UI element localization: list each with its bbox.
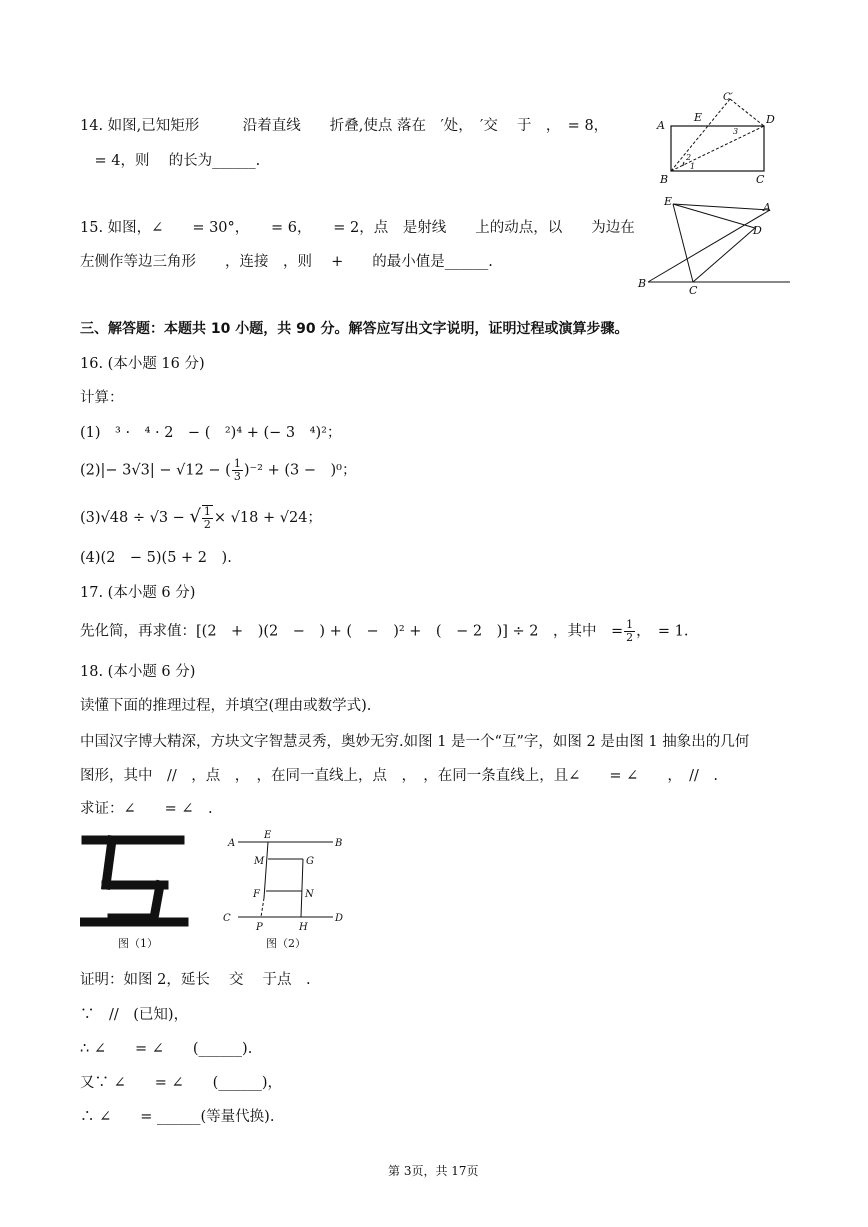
page-footer: 第 3页，共 17页 (388, 1164, 479, 1178)
label-B: B (335, 838, 343, 849)
proof-line5: ∴ ∠ = ______(等量代换). (80, 1109, 275, 1125)
label-P: P (256, 922, 263, 933)
label-G: G (306, 856, 314, 867)
q18-para2: 图形，其中 // ，点 ， ，在同一直线上，点 ， ，在同一条直线上，且∠ = ∠ ， // . (80, 768, 718, 784)
label-C: C (689, 284, 698, 296)
q16-part1: (1) ³ · ⁴ · 2 − ( ²)⁴ + (− 3 ⁴)²； (80, 425, 342, 441)
label-B: B (660, 173, 669, 186)
proof-line4: 又∵ ∠ = ∠ (______)， (80, 1075, 282, 1091)
label-E: E (694, 111, 703, 124)
q15-figure (635, 194, 795, 296)
label-A: A (228, 838, 236, 849)
label-D: D (766, 113, 775, 126)
fraction: $\frac{1}{2}$ (626, 618, 634, 644)
proof-line3: ∴ ∠ = ∠ (______). (80, 1041, 253, 1057)
q14-line1: 14. 如图,已知矩形 沿着直线 折叠,使点 落在 ′处， ′交 于 ， = 8， (80, 118, 609, 134)
label-C: C (223, 913, 231, 924)
label-M: M (254, 856, 265, 867)
label-angle-2: 2 (686, 153, 692, 162)
q16-part2: (2)|− 3√3| − √12 − ( $\frac{1}{3}$ )⁻² + (3 − )⁰； (80, 457, 357, 483)
label-H: H (299, 922, 308, 933)
q18-prove: 求证：∠ = ∠ . (80, 801, 213, 817)
q16-part4: (4)(2 − 5)(5 + 2 ). (80, 550, 232, 566)
q16-intro: 计算： (80, 390, 124, 406)
fig2-caption: 图（2） (266, 937, 306, 950)
label-B: B (638, 277, 647, 290)
q18-figure2 (220, 826, 350, 936)
q17-text: 先化简，再求值：[(2 + )(2 − ) + ( − )² + ( − 2 )] ÷ 2 ，其中 = $\frac{1}{2}$ ， = 1. (80, 618, 689, 644)
label-N: N (305, 889, 314, 900)
proof-line1: 证明：如图 2，延长 交 于点 . (80, 972, 311, 988)
q18-para1: 中国汉字博大精深，方块文字智慧灵秀，奥妙无穷.如图 1 是一个“互”字，如图 2 是由图 1 抽象出的几何 (80, 734, 750, 750)
q14-line2: = 4，则 的长为______. (80, 153, 261, 169)
label-angle-3: 3 (733, 127, 739, 136)
label-C: C (756, 173, 765, 186)
q18-heading: 18. (本小题 6 分) (80, 664, 196, 680)
proof-line2: ∵ // (已知)， (80, 1007, 189, 1023)
label-A: A (763, 201, 771, 214)
label-F: F (253, 889, 260, 900)
section-3-heading: 三、解答题：本题共 10 小题，共 90 分。解答应写出文字说明，证明过程或演算步骤。 (80, 321, 629, 337)
label-E: E (264, 830, 272, 841)
q15-line2: 左侧作等边三角形 ，连接 ，则 + 的最小值是______. (80, 254, 493, 270)
q17-heading: 17. (本小题 6 分) (80, 585, 196, 601)
label-E: E (664, 195, 673, 208)
label-D: D (753, 224, 762, 237)
q16-heading: 16. (本小题 16 分) (80, 356, 205, 372)
label-A: A (657, 119, 665, 132)
label-C-prime: C′ (723, 92, 733, 103)
q16-part3: (3)√48 ÷ √3 − √ $\frac{1}{2}$ × √18 + √24； (80, 505, 322, 531)
fraction: $\frac{1}{2}$ (203, 505, 211, 531)
q15-line1: 15. 如图，∠ = 30°， = 6， = 2，点 是射线 上的动点，以 为边在 (80, 220, 635, 236)
fraction: $\frac{1}{3}$ (233, 457, 241, 483)
label-D: D (335, 913, 344, 924)
fig1-caption: 图（1） (118, 937, 158, 950)
q18-intro: 读懂下面的推理过程，并填空(理由或数学式). (80, 698, 372, 714)
q18-figure1 (80, 832, 190, 932)
q14-figure (650, 92, 785, 187)
label-angle-1: 1 (690, 162, 696, 171)
